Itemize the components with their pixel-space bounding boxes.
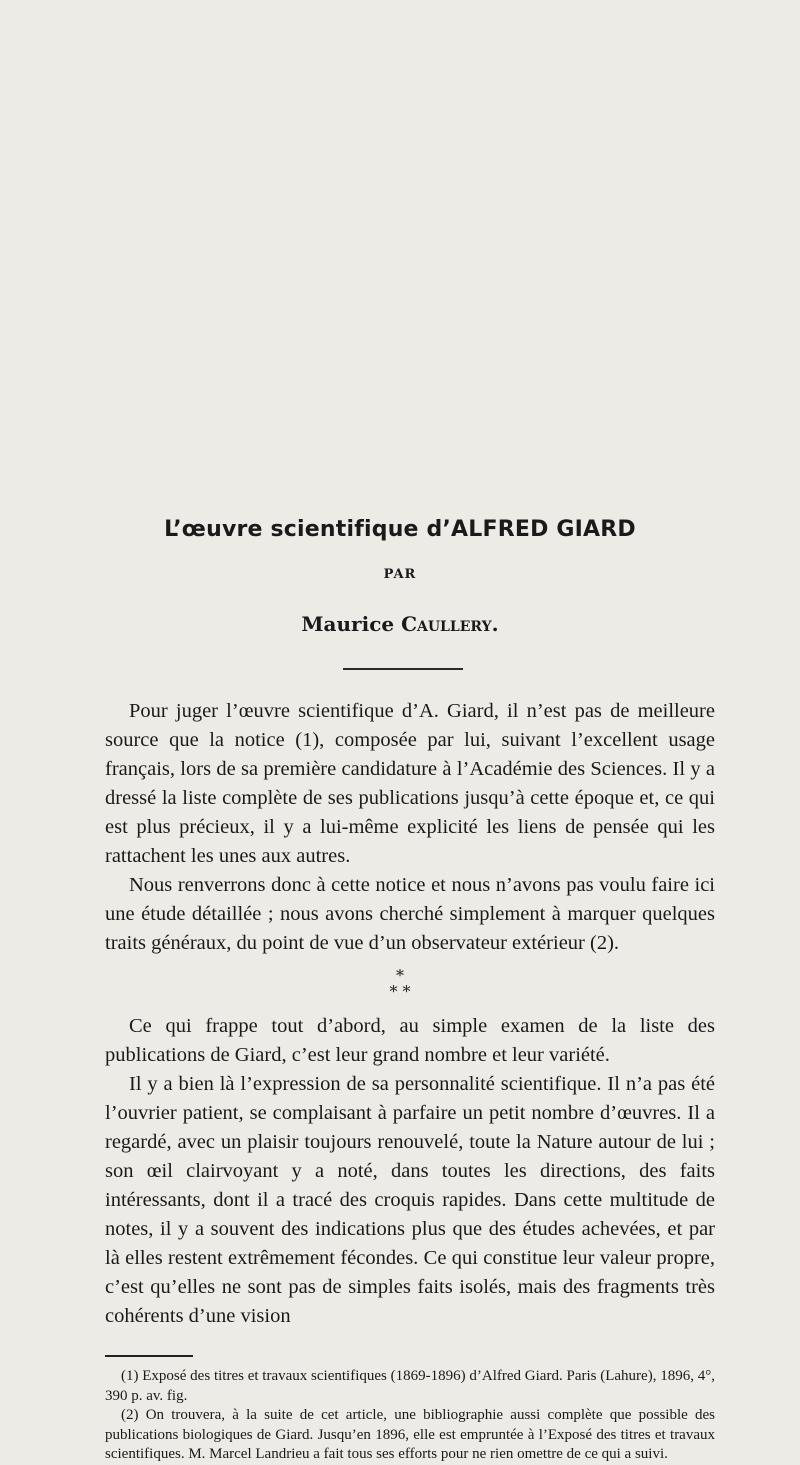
- footnote-1: (1) Exposé des titres et travaux scientifiques (1869-1896) d’Alfred Giard. Paris (Lahure), 1896, 4°, 390 p. av. fig.: [105, 1368, 715, 1404]
- author-first-name: Maurice: [301, 612, 402, 636]
- asterism-bottom: * *: [389, 982, 411, 1001]
- paragraph-1: Pour juger l’œuvre scientifique d’A. Giard, il n’est pas de meilleure source que la notice (1), composée par lui, suivant l’excellent usage français, lors de sa première candidature à l’Académie des Sciences. Il y a dressé la liste complète de ses publications jusqu’à cette époque et, ce qui est plus précieux, il y a lui-même explicité les liens de pensée qui les rattachent les unes aux autres.: [105, 700, 715, 867]
- paragraph-3: Ce qui frappe tout d’abord, au simple examen de la liste des publications de Giard, c’est leur grand nombre et leur variété.: [105, 1015, 715, 1066]
- main-section: [105, 1012, 715, 1331]
- author-last-name: Caullery.: [401, 612, 499, 636]
- intro-section: [105, 697, 715, 958]
- section-asterism: [0, 968, 800, 1000]
- author-name: [0, 612, 800, 636]
- paragraph-2: Nous renverrons donc à cette notice et nous n’avons pas voulu faire ici une étude détaillée ; nous avons cherché simplement à marquer quelques traits généraux, du point de vue d’un observateur extérieur (2).: [105, 874, 715, 954]
- footnote-divider: [105, 1355, 193, 1357]
- by-line: PAR: [383, 567, 417, 582]
- paragraph-4: Il y a bien là l’expression de sa personnalité scientifique. Il n’a pas été l’ouvrier patient, se complaisant à parfaire un petit nombre d’œuvres. Il a regardé, avec un plaisir toujours renouvelé, toute la Nature autour de lui ; son œil clairvoyant y a noté, dans toutes les directions, des faits intéressants, dont il a tracé des croquis rapides. Dans cette multitude de notes, il y a souvent des indications plus que des études achevées, et par là elles restent extrêmement fécondes. Ce qui constitue leur valeur propre, c’est qu’elles ne sont pas de simples faits isolés, mais des fragments très cohérents d’une vision: [105, 1073, 715, 1327]
- asterism-top: *: [396, 966, 404, 985]
- footnote-2: (2) On trouvera, à la suite de cet article, une bibliographie aussi complète que possible des publications biologiques de Giard. Jusqu’en 1896, elle est empruntée à l’Exposé des titres et travaux scientifiques. M. Marcel Landrieu a fait tous ses efforts pour ne rien omettre de ce qui a suivi.: [105, 1407, 715, 1462]
- footnotes: [105, 1367, 715, 1465]
- title-divider: [343, 668, 463, 670]
- article-title: L’œuvre scientifique d’ALFRED GIARD: [164, 517, 636, 542]
